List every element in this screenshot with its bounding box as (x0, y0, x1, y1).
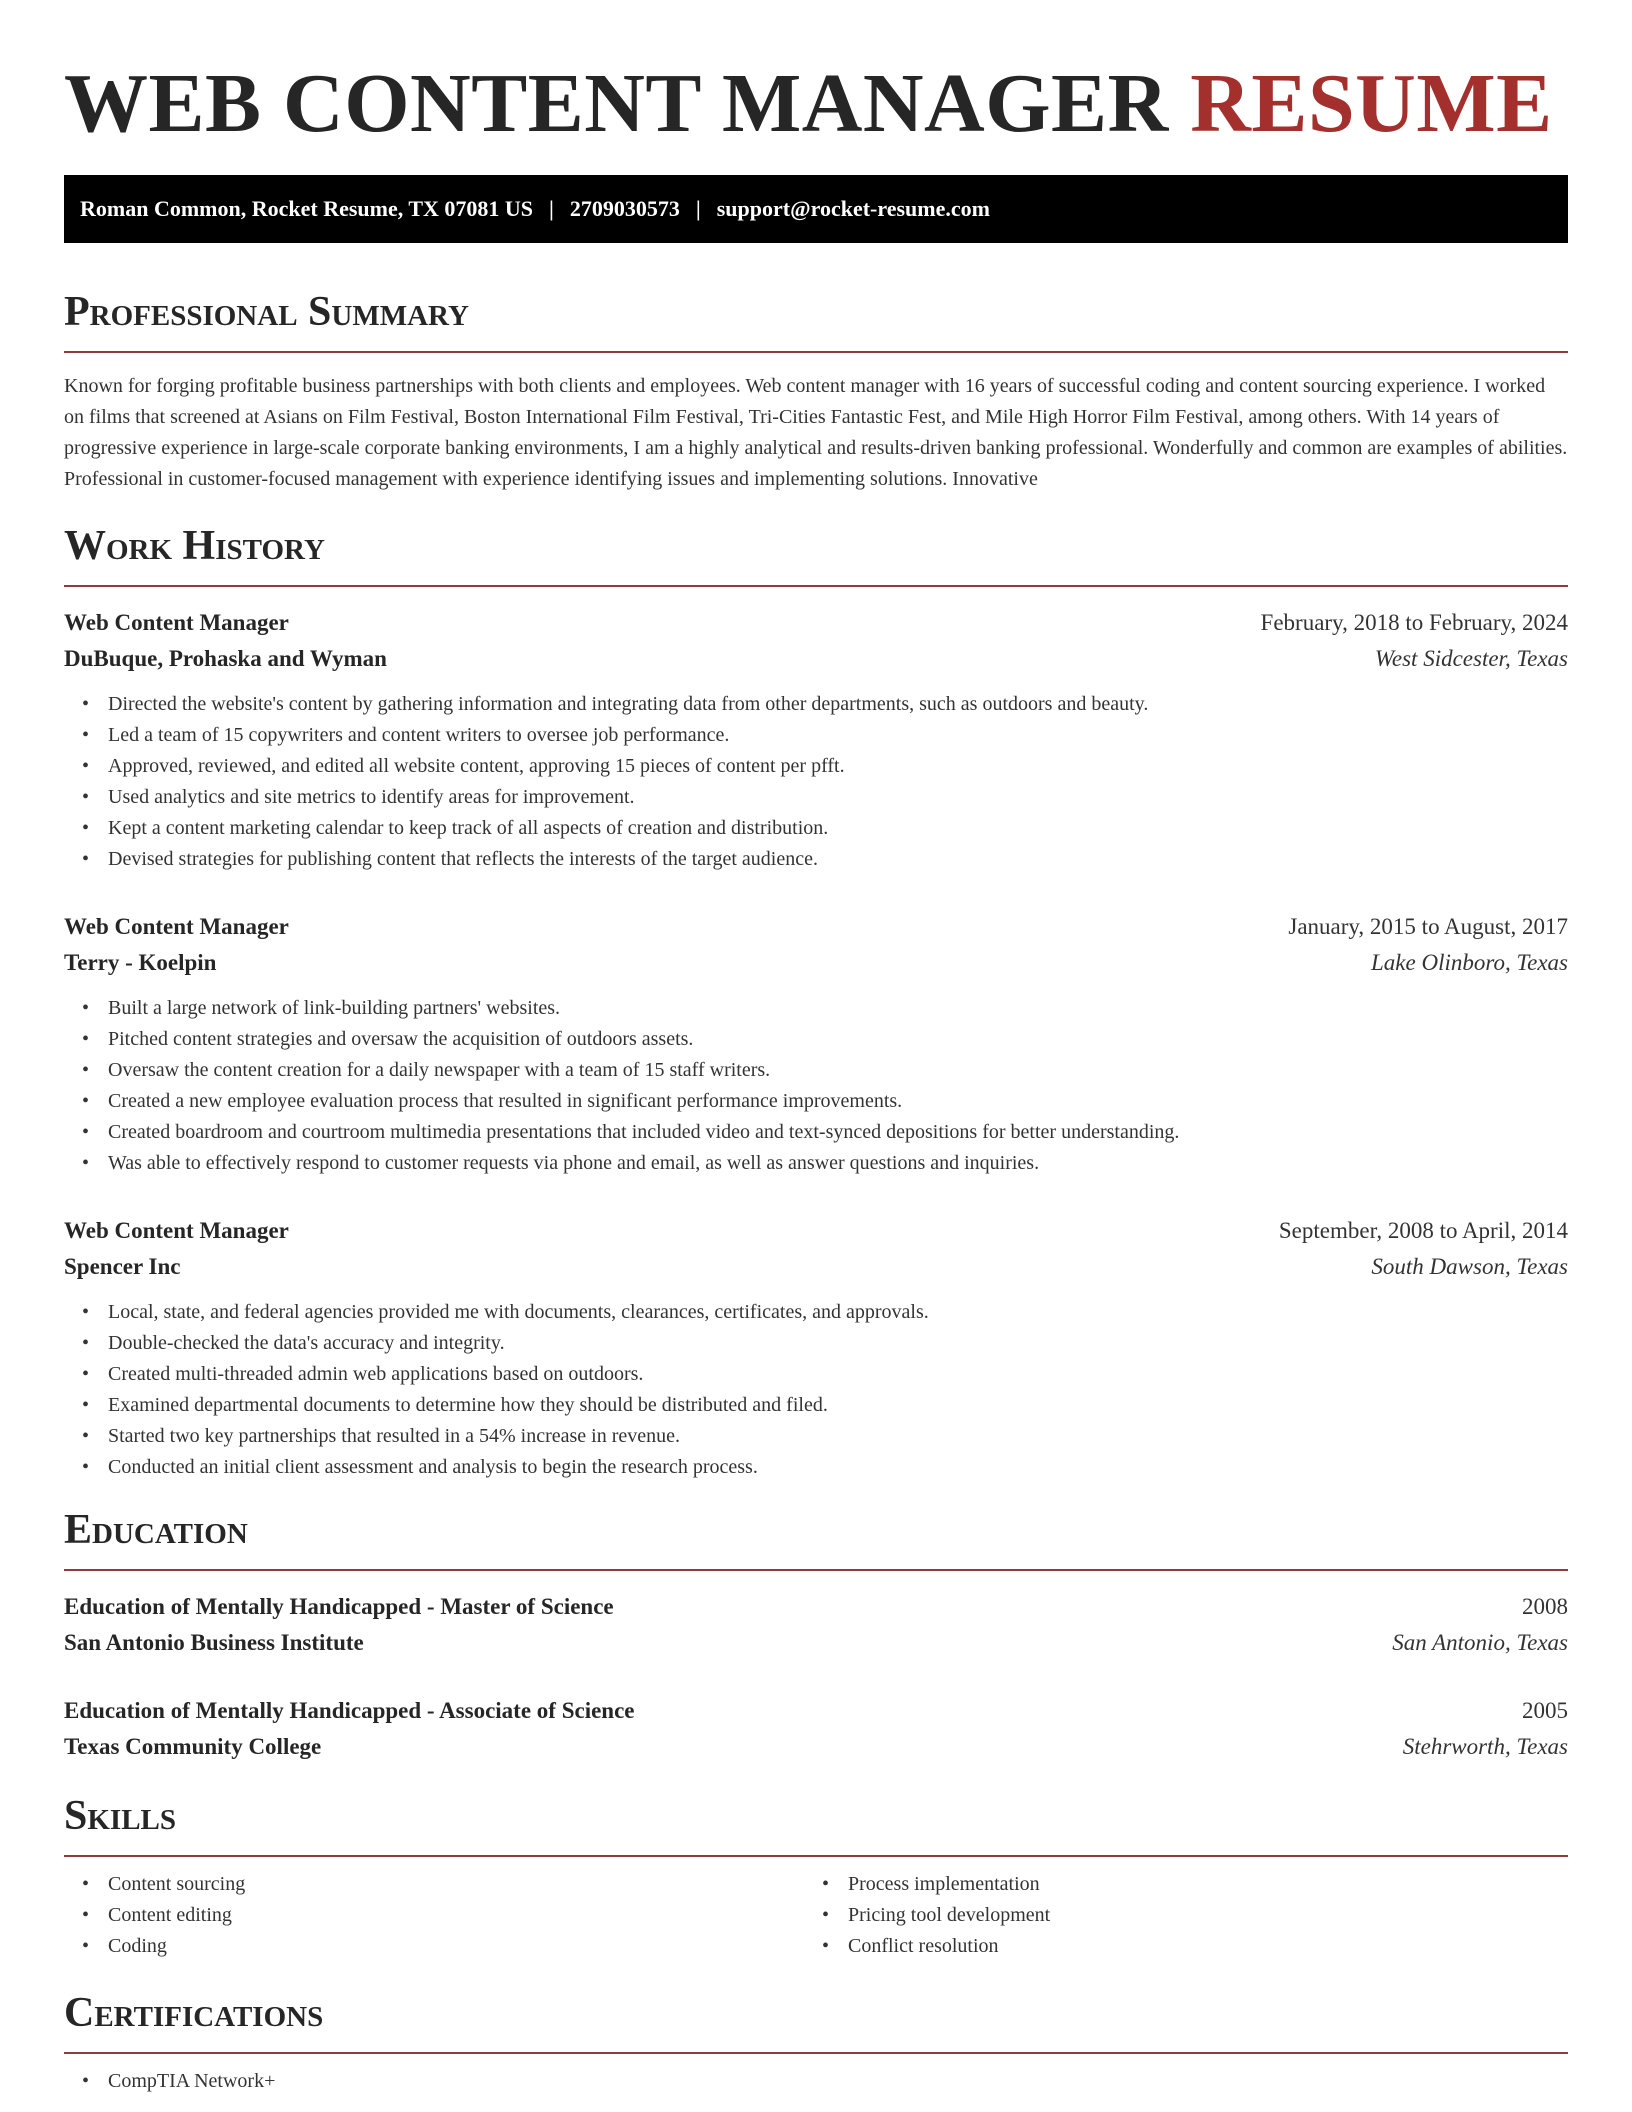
job-bullets (64, 993, 1568, 1179)
job-bullet: • Kept a content marketing calendar to keep track of all aspects of creation and distribution. (108, 813, 1568, 844)
job-bullet: • Double-checked the data's accuracy and integrity. (108, 1328, 1568, 1359)
education-entry (64, 1589, 1568, 1661)
contact-address: Roman Common, Rocket Resume, TX 07081 US (80, 196, 534, 221)
education-degree: Education of Mentally Handicapped - Master of Science (64, 1594, 614, 1619)
contact-phone: 2709030573 (569, 196, 680, 221)
job-dates: January, 2015 to August, 2017 (1288, 914, 1568, 939)
job-company: Terry - Koelpin (64, 950, 217, 975)
job-bullet: • Directed the website's content by gathering information and integrating data from other departments, such as outdoors and beauty. (108, 689, 1568, 720)
skill-item: • Process implementation (848, 1869, 1544, 1900)
work-history-heading: Work History (64, 521, 1568, 587)
education-school: San Antonio Business Institute (64, 1630, 364, 1655)
job-bullet: • Started two key partnerships that resulted in a 54% increase in revenue. (108, 1421, 1568, 1452)
resume-title (64, 58, 1568, 150)
job-bullet: • Approved, reviewed, and edited all website content, approving 15 pieces of content per pfft. (108, 751, 1568, 782)
skill-item: • Content sourcing (108, 1869, 804, 1900)
job-bullet: • Used analytics and site metrics to identify areas for improvement. (108, 782, 1568, 813)
job-bullet: • Was able to effectively respond to customer requests via phone and email, as well as answer questions and inquiries. (108, 1148, 1568, 1179)
summary-heading: Professional Summary (64, 287, 1568, 353)
contact-separator: | (549, 196, 554, 221)
skill-item: • Pricing tool development (848, 1900, 1544, 1931)
certifications-heading: Certifications (64, 1988, 1568, 2054)
job-bullet: • Local, state, and federal agencies provided me with documents, clearances, certificates, and approvals. (108, 1297, 1568, 1328)
education-entry (64, 1693, 1568, 1765)
job-entry (64, 605, 1568, 875)
contact-bar (64, 175, 1568, 243)
job-bullet: • Oversaw the content creation for a daily newspaper with a team of 15 staff writers. (108, 1055, 1568, 1086)
job-location: South Dawson, Texas (1371, 1254, 1568, 1279)
job-bullet: • Created multi-threaded admin web applications based on outdoors. (108, 1359, 1568, 1390)
job-company: DuBuque, Prohaska and Wyman (64, 646, 387, 671)
job-title: Web Content Manager (64, 610, 289, 635)
job-location: Lake Olinboro, Texas (1371, 950, 1568, 975)
education-location: San Antonio, Texas (1392, 1630, 1568, 1655)
education-year: 2005 (1522, 1698, 1568, 1723)
skills-column-right (804, 1869, 1544, 1962)
job-location: West Sidcester, Texas (1374, 646, 1568, 671)
skills-column-left (64, 1869, 804, 1962)
job-title: Web Content Manager (64, 1218, 289, 1243)
education-year: 2008 (1522, 1594, 1568, 1619)
skills-grid (64, 1869, 1568, 1962)
certifications-list (64, 2066, 1568, 2097)
education-location: Stehrworth, Texas (1402, 1734, 1568, 1759)
education-heading: Education (64, 1505, 1568, 1571)
job-bullet: • Conducted an initial client assessment and analysis to begin the research process. (108, 1452, 1568, 1483)
job-bullet: • Created a new employee evaluation process that resulted in significant performance improvements. (108, 1086, 1568, 1117)
job-bullet: • Built a large network of link-building partners' websites. (108, 993, 1568, 1024)
job-dates: September, 2008 to April, 2014 (1278, 1218, 1568, 1243)
education-degree: Education of Mentally Handicapped - Associate of Science (64, 1698, 635, 1723)
skill-item: • Content editing (108, 1900, 804, 1931)
resume-page (64, 0, 1568, 2097)
job-company: Spencer Inc (64, 1254, 181, 1279)
job-title: Web Content Manager (64, 914, 289, 939)
job-bullet: • Created boardroom and courtroom multimedia presentations that included video and text-synced depositions for better understanding. (108, 1117, 1568, 1148)
job-bullet: • Led a team of 15 copywriters and content writers to oversee job performance. (108, 720, 1568, 751)
summary-text: Known for forging profitable business partnerships with both clients and employees. Web content manager with 16 years of successful coding and content sourcing experience. I worked on films that screened at Asians on Film Festival, Boston International Film Festival, Tri-Cities Fantastic Fest, and Mile High Horror Film Festival, among others. With 14 years of progressive experience in large-scale corporate banking environments, I am a highly analytical and results-driven banking professional. Wonderfully and common are examples of abilities. Professional in customer-focused management with experience identifying issues and implementing solutions. Innovative (64, 375, 1568, 490)
skills-heading: Skills (64, 1791, 1568, 1857)
skill-item: • Coding (108, 1931, 804, 1962)
contact-email: support@rocket-resume.com (716, 196, 990, 221)
job-bullet: • Examined departmental documents to determine how they should be distributed and filed. (108, 1390, 1568, 1421)
job-entry (64, 1213, 1568, 1483)
contact-separator: | (695, 196, 701, 221)
job-dates: February, 2018 to February, 2024 (1260, 610, 1568, 635)
job-entry (64, 909, 1568, 1179)
job-bullets (64, 1297, 1568, 1483)
title-accent: RESUME (1190, 57, 1553, 150)
job-bullet: • Devised strategies for publishing content that reflects the interests of the target audience. (108, 844, 1568, 875)
title-main: WEB CONTENT MANAGER (64, 57, 1169, 150)
certification-item: • CompTIA Network+ (108, 2066, 1568, 2097)
skill-item: • Conflict resolution (848, 1931, 1544, 1962)
education-school: Texas Community College (64, 1734, 322, 1759)
job-bullet: • Pitched content strategies and oversaw the acquisition of outdoors assets. (108, 1024, 1568, 1055)
job-bullets (64, 689, 1568, 875)
